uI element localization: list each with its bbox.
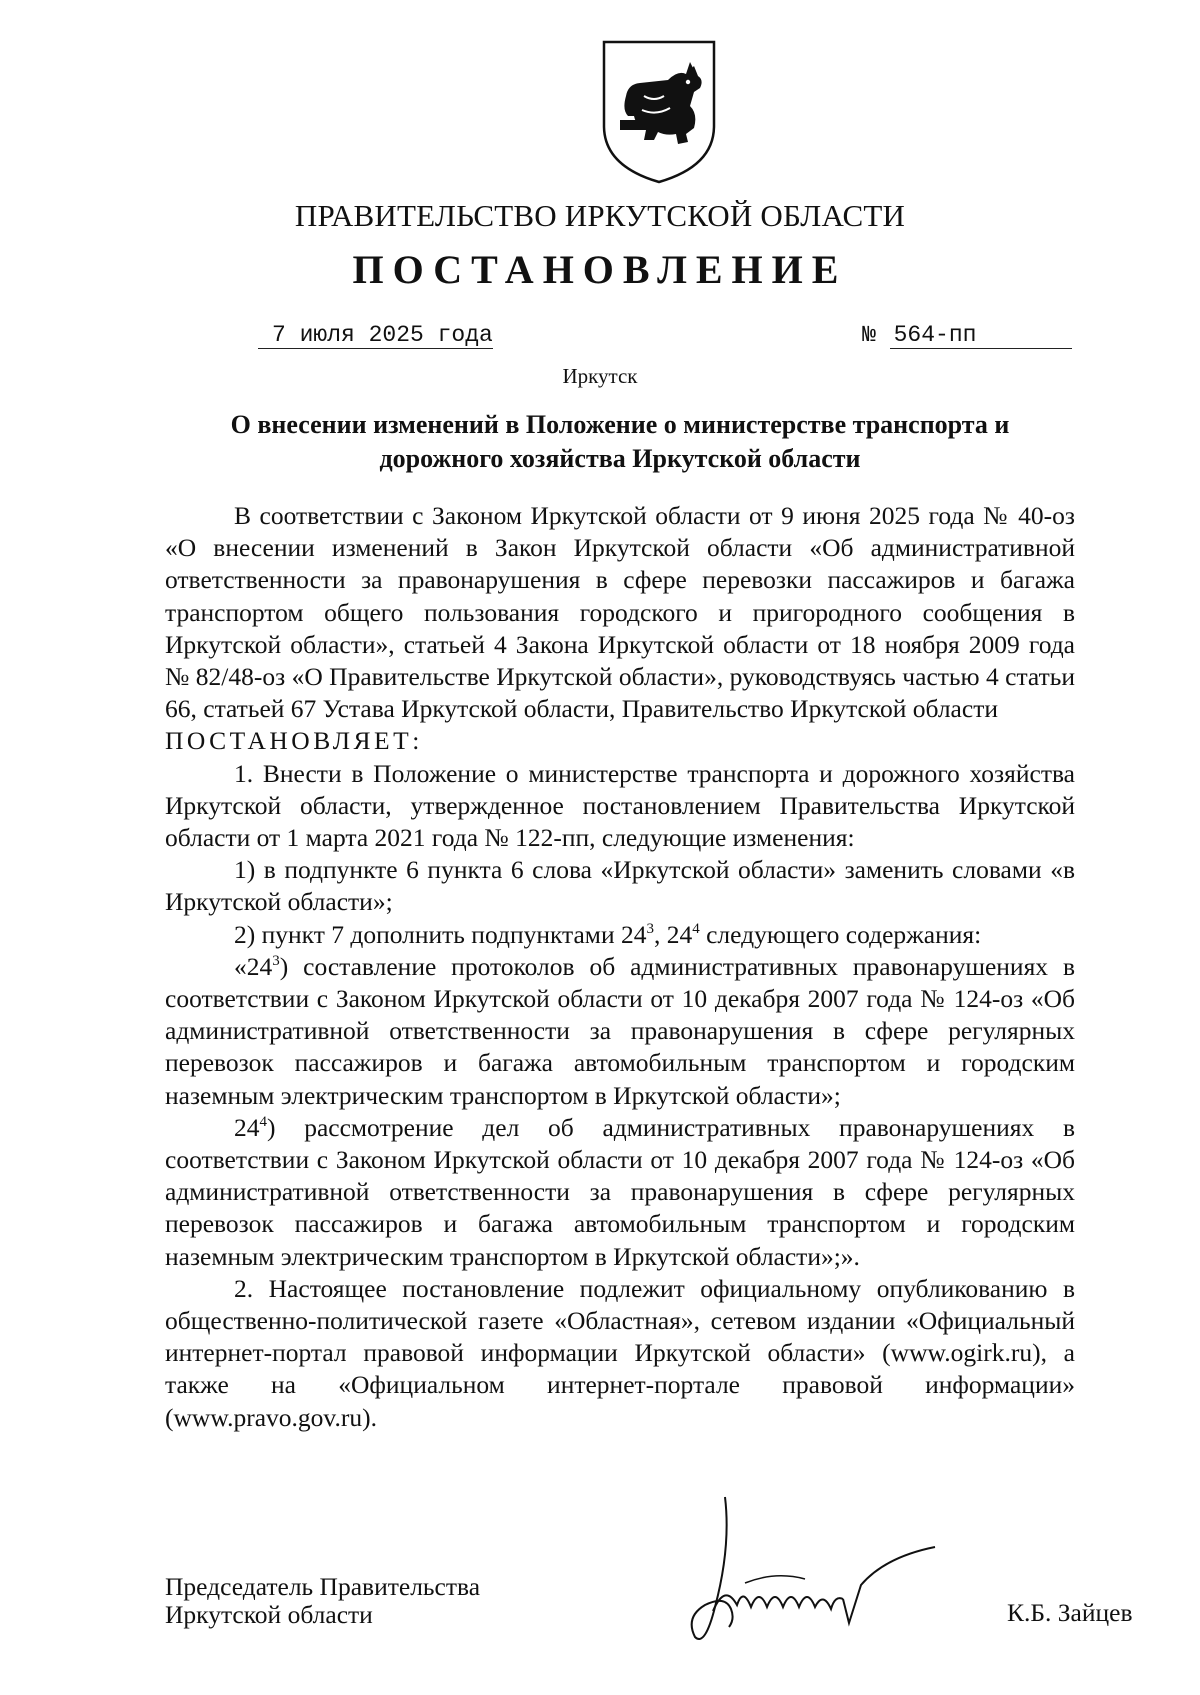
decree-date (258, 322, 493, 348)
handwritten-signature-icon (685, 1487, 945, 1657)
title-line-2: дорожного хозяйства Иркутской области (379, 444, 861, 473)
signatory-name: К.Б. Зайцев (1007, 1598, 1133, 1627)
position-line-2: Иркутской области (165, 1600, 373, 1629)
item-1-2-paragraph: 2) пункт 7 дополнить подпунктами $24^3$, $24^4$ следующего содержания: (234, 919, 982, 949)
title-line-1: О внесении изменений в Положение о министерстве транспорта и (230, 410, 1010, 439)
resolves-heading: ПОСТАНОВЛЯЕТ: (165, 726, 423, 756)
item-2-paragraph: 2. Настоящее постановление подлежит официальному опубликованию в общественно-политической газете «Областная», сетевом издании «Официальный интернет-портал правовой информации Иркутской области» (www.ogirk.ru), а также на «Официальном интернет-портале правовой информации» (www.pravo.gov.ru). (165, 1273, 1075, 1432)
number-sign: № (862, 322, 876, 348)
preamble-paragraph: В соответствии с Законом Иркутской области от 9 июня 2025 года № 40-оз «О внесении изменений в Закон Иркутской области «Об административной ответственности за правонарушения в сфере перевозки пассажиров и багажа транспортом общего пользования городского и пригородного сообщения в Иркутской области», статьей 4 Закона Иркутской области от 18 ноября 2009 года № 82/48-оз «О Правительстве Иркутской области», руководствуясь частью 4 статьи 66, статьей 67 Устава Иркутской области, Правительство Иркутской области (165, 501, 1075, 724)
number-value: 564-пп (890, 322, 1072, 349)
subitem-24-4-paragraph: $24^4$) рассмотрение дел об административных правонарушениях в соответствии с Законом Иркутской области от 10 декабря 2007 года № 124-оз «Об административной ответственности за правонарушения в сфере регулярных перевозок пассажиров и багажа автомобильным транспортом и городским наземным электрическим транспортом в Иркутской области»;». (165, 1112, 1075, 1271)
city: Иркутск (562, 364, 638, 388)
irkutsk-coat-of-arms-icon (598, 36, 720, 186)
government-name: ПРАВИТЕЛЬСТВО ИРКУТСКОЙ ОБЛАСТИ (294, 198, 906, 233)
signatory-position (165, 1573, 480, 1629)
position-line-1: Председатель Правительства (165, 1572, 481, 1601)
decree-title (160, 408, 1080, 476)
date-value: 7 июля 2025 года (258, 322, 493, 349)
item-1-1-paragraph: 1) в подпункте 6 пункта 6 слова «Иркутской области» заменить словами «в Иркутской области»; (165, 855, 1075, 917)
document-type: ПОСТАНОВЛЕНИЕ (352, 247, 848, 292)
decree-body (165, 500, 1075, 1434)
item-1-paragraph: 1. Внести в Положение о министерстве транспорта и дорожного хозяйства Иркутской области, утвержденное постановлением Правительства Иркутской области от 1 марта 2021 года № 122-пп, следующие изменения: (165, 758, 1075, 853)
subitem-24-3-paragraph: «$24^3$) составление протоколов об административных правонарушениях в соответствии с Законом Иркутской области от 10 декабря 2007 года № 124-оз «Об административной ответственности за правонарушения в сфере регулярных перевозок пассажиров и багажа автомобильным транспортом и городским наземным электрическим транспортом в Иркутской области»; (165, 951, 1075, 1110)
decree-number (862, 322, 1072, 349)
